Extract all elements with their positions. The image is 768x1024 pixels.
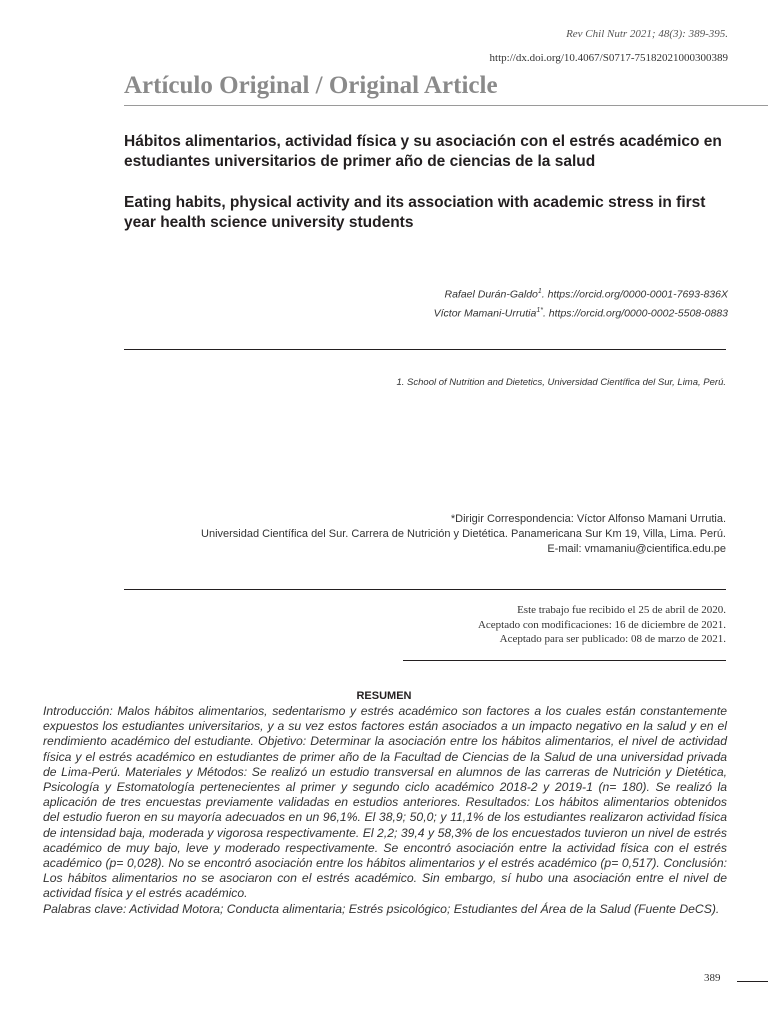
author-entry [434, 284, 728, 303]
author-name: Rafael Durán-Galdo [444, 288, 538, 301]
correspondence-contact: *Dirigir Correspondencia: Víctor Alfonso Mamani Urrutia. [450, 513, 726, 525]
header-divider [124, 105, 768, 106]
affiliation: 1. School of Nutrition and Dietetics, Universidad Científica del Sur, Lima, Perú. [396, 377, 726, 388]
page-number: 389 [704, 972, 721, 984]
publication-dates [478, 603, 726, 647]
authors-divider [124, 349, 726, 350]
article-title-spanish: Hábitos alimentarios, actividad física y su asociación con el estrés académico en estudiantes universitarios de primer año de ciencias de la salud [124, 133, 722, 170]
correspondence-address: Universidad Científica del Sur. Carrera de Nutrición y Dietética. Panamericana Sur Km 19, Villa, Lima. Perú. [201, 528, 726, 540]
correspondence-divider [124, 589, 726, 590]
author-orcid[interactable]: . https://orcid.org/0000-0002-5508-0883 [542, 307, 728, 319]
date-received: Este trabajo fue recibido el 25 de abril de 2020. [517, 604, 726, 616]
abstract-heading: RESUMEN [356, 690, 412, 702]
dates-divider [403, 660, 726, 661]
footer-divider [737, 981, 768, 982]
correspondence-block [201, 512, 726, 557]
correspondence-email[interactable]: E-mail: vmamaniu@cientifica.edu.pe [547, 543, 726, 555]
author-affiliation-mark: 1* [536, 306, 543, 314]
date-modified: Aceptado con modificaciones: 16 de diciembre de 2021. [477, 618, 726, 631]
author-affiliation-mark: 1 [537, 288, 542, 295]
journal-reference: Rev Chil Nutr 2021; 48(3): 389-395. [566, 28, 728, 40]
abstract-text: Introducción: Malos hábitos alimentarios, sedentarismo y estrés académico son factores a los cuales están constantemente expuestos los estudiantes universitarios, y a su vez estos factores están asociados a un impacto negativo en la salud y en el rendimiento académico del estudiante. Objetivo: Determinar la asociación entre los hábitos alimentarios, el nivel de actividad física y el estrés académico en estudiantes de primer año de la Facultad de Ciencias de la Salud de una universidad privada de Lima-Perú. Materiales y Métodos: Se realizó un estudio transversal en alumnos de las carreras de Nutrición y Dietética, Psicología y Estomatología pertenecientes al primer y segundo ciclo académico 2018-2 y 2019-1 (n= 180). Se realizó la aplicación de tres encuestas previamente validadas en estudios anteriores. Resultados: Los hábitos alimentarios obtenidos del estudio fueron en su mayoría adecuados en un 96,1%. El 38,9; 50,0; y 11,1% de los estudiantes realizaron actividad física de intensidad baja, moderada y vigorosa respectivamente. El 2,2; 39,4 y 58,3% de los encuestados tuvieron un nivel de estrés académico de muy bajo, leve y moderado respectivamente. Se encontró asociación entre la actividad física con el estrés académico (p= 0,028). No se encontró asociación entre los hábitos alimentarios y el estrés académico (p= 0,517). Conclusión: Los hábitos alimentarios no se asociaron con el estrés académico. Sin embargo, sí hubo una asociación entre el nivel de actividad física y el estrés académico. [43, 704, 727, 901]
date-accepted: Aceptado para ser publicado: 08 de marzo de 2021. [499, 633, 726, 645]
author-entry [434, 303, 728, 322]
doi-link[interactable]: http://dx.doi.org/10.4067/S0717-75182021000300389 [489, 52, 728, 64]
author-orcid[interactable]: . https://orcid.org/0000-0001-7693-836X [541, 288, 728, 301]
abstract-body [43, 704, 727, 917]
section-header: Artículo Original / Original Article [124, 72, 498, 99]
author-name: Víctor Mamani-Urrutia [433, 307, 537, 319]
article-title-english: Eating habits, physical activity and its association with academic stress in first year health science university students [124, 194, 706, 231]
abstract-keywords: Palabras clave: Actividad Motora; Conducta alimentaria; Estrés psicológico; Estudiantes del Área de la Salud (Fuente DeCS). [43, 901, 720, 916]
author-list [434, 284, 728, 321]
